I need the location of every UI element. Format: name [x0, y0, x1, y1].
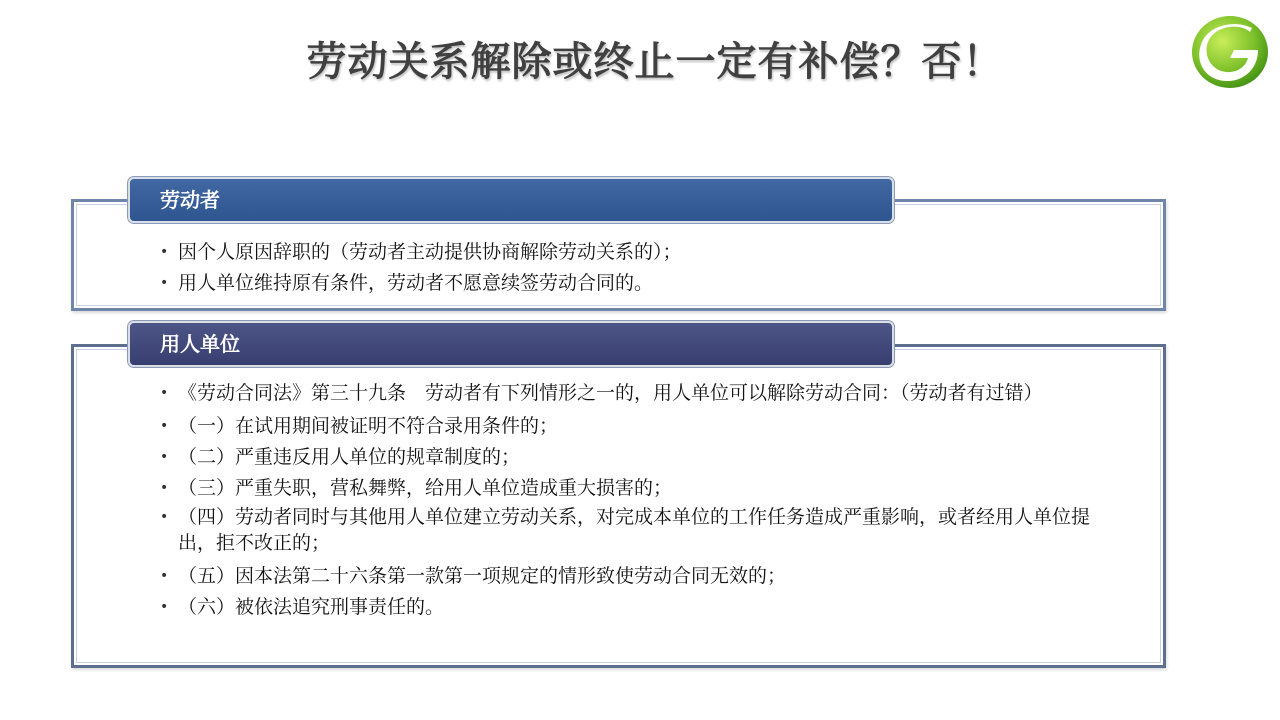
- list-item: • 用人单位维持原有条件，劳动者不愿意续签劳动合同的。: [160, 268, 1160, 299]
- g-logo-icon: [1190, 14, 1270, 90]
- list-item: • 《劳动合同法》第三十九条 劳动者有下列情形之一的，用人单位可以解除劳动合同：（劳动者有过错）: [160, 380, 1100, 406]
- list-item: • （四）劳动者同时与其他用人单位建立劳动关系，对完成本单位的工作任务造成严重影响，或者经用人单位提出，拒不改正的；: [160, 504, 1100, 556]
- list-item: • 因个人原因辞职的（劳动者主动提供协商解除劳动关系的）；: [160, 237, 1160, 268]
- employer-section-header: 用人单位: [128, 321, 894, 367]
- worker-items-list: [160, 237, 1160, 299]
- list-item: • （一）在试用期间被证明不符合录用条件的；: [160, 411, 1100, 442]
- list-item: • （二）严重违反用人单位的规章制度的；: [160, 442, 1100, 473]
- list-item: • （三）严重失职，营私舞弊，给用人单位造成重大损害的；: [160, 473, 1100, 504]
- worker-section-header: 劳动者: [128, 177, 894, 223]
- employer-items-list: [160, 380, 1100, 623]
- page-title: 劳动关系解除或终止一定有补偿？否！: [306, 39, 1004, 85]
- list-item: • （五）因本法第二十六条第一款第一项规定的情形致使劳动合同无效的；: [160, 561, 1100, 592]
- list-item: • （六）被依法追究刑事责任的。: [160, 592, 1100, 623]
